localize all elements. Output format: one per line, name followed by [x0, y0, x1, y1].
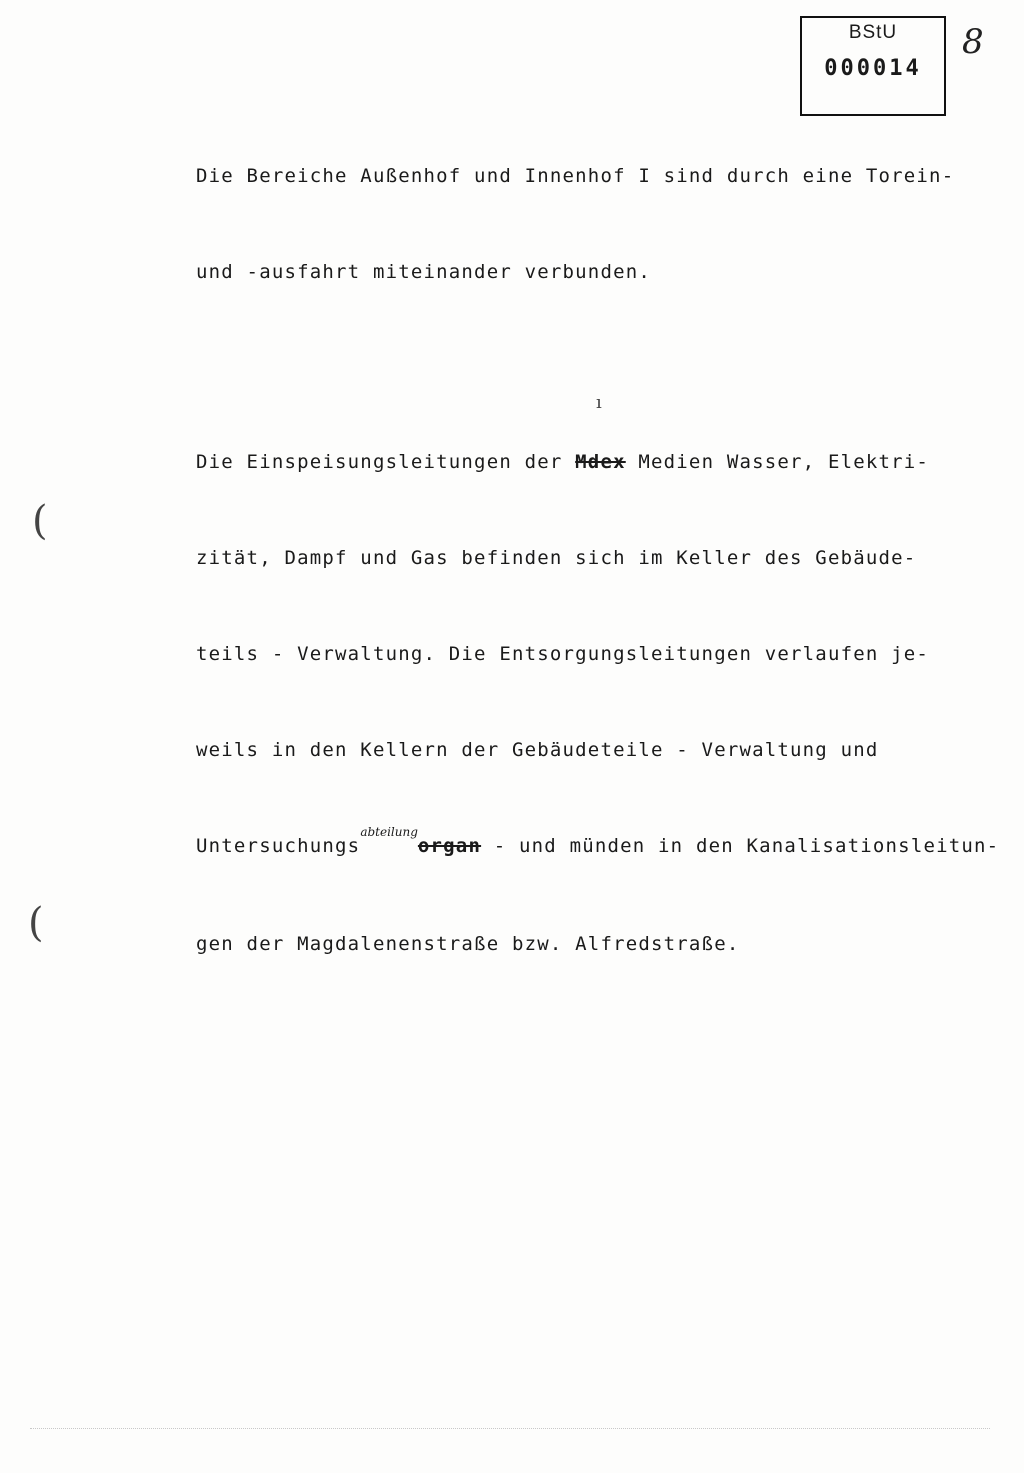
ink-tick-mark: ı: [596, 392, 602, 413]
text-line: gen der Magdalenenstraße bzw. Alfredstraße.: [196, 933, 740, 955]
text-line: [196, 825, 1000, 864]
text-line: und -ausfahrt miteinander verbunden.: [196, 261, 652, 283]
scan-edge-line: [30, 1428, 990, 1429]
document-body: [196, 96, 1000, 1024]
text-line: zität, Dampf und Gas befinden sich im Keller des Gebäude-: [196, 547, 917, 569]
text-segment: Die Einspeisungsleitungen der: [196, 451, 576, 473]
handwritten-page-number: 8: [962, 22, 984, 62]
struck-text: Mdex: [575, 451, 626, 473]
paragraph-2: [196, 382, 1000, 1024]
stamp-label: BStU: [848, 22, 898, 43]
punch-hole-mark: (: [28, 900, 44, 946]
text-line: teils - Verwaltung. Die Entsorgungsleitungen verlaufen je-: [196, 643, 930, 665]
text-segment: Untersuchungs: [196, 835, 361, 857]
struck-text: organ: [417, 835, 482, 857]
punch-hole-mark: (: [32, 498, 48, 544]
text-line: Die Bereiche Außenhof und Innenhof I sind durch eine Torein-: [196, 165, 955, 187]
text-line: weils in den Kellern der Gebäudeteile - Verwaltung und: [196, 739, 879, 761]
text-segment: - und münden in den Kanalisationsleitun-: [481, 835, 1000, 857]
text-line: [196, 446, 976, 478]
text-segment: Medien Wasser, Elektri-: [625, 451, 930, 473]
stamp-number: 000014: [824, 56, 922, 81]
handwritten-correction: abteilung: [360, 825, 418, 839]
paragraph-1: [196, 96, 976, 352]
